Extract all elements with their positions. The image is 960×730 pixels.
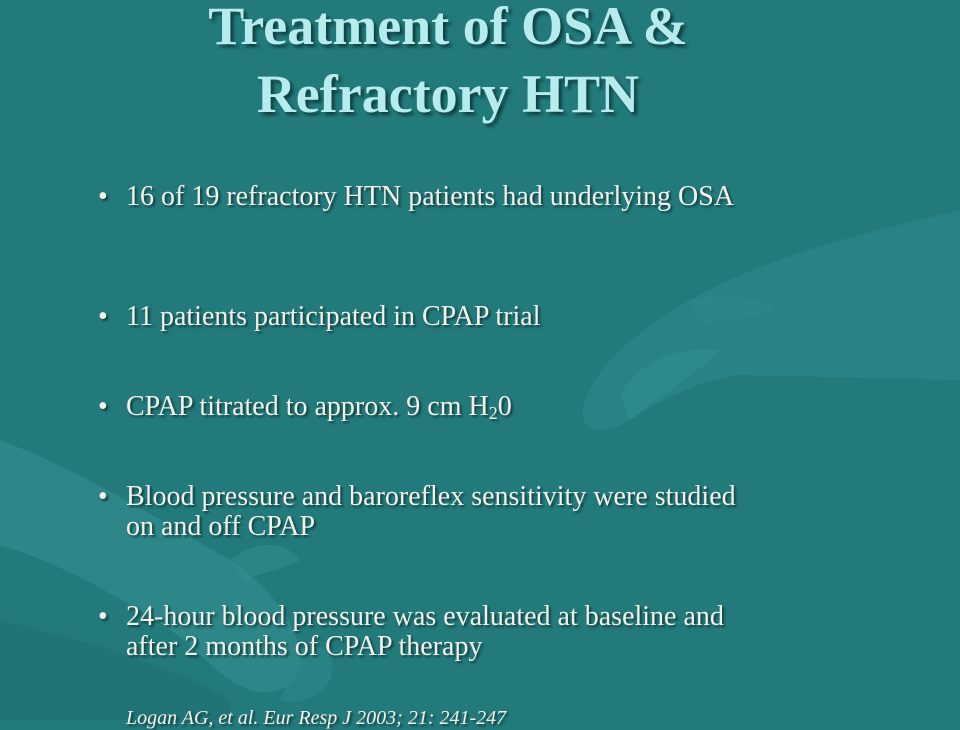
bullet-24h-monitoring xyxy=(90,602,740,662)
bullet-text: 24-hour blood pressure was evaluated at baseline and after 2 months of CPAP therapy xyxy=(126,601,724,662)
bullet-text: 11 patients participated in CPAP trial xyxy=(126,301,541,332)
title-line-1: Treatment of OSA & xyxy=(208,0,688,56)
bullet-text: 16 of 19 refractory HTN patients had underlying OSA xyxy=(126,181,735,212)
bullet-cpap-titration xyxy=(90,392,740,422)
bullet-cpap-trial xyxy=(90,302,740,332)
bullet-text: CPAP titrated to approx. 9 cm H xyxy=(126,391,489,422)
bullet-blood-pressure-study xyxy=(90,482,740,542)
bullet-text-after: 0 xyxy=(497,391,512,422)
citation: Logan AG, et al. Eur Resp J 2003; 21: 241-247 xyxy=(126,707,507,729)
bullet-text: Blood pressure and baroreflex sensitivity were studied on and off CPAP xyxy=(126,481,736,542)
slide-title xyxy=(0,0,896,128)
title-line-2: Refractory HTN xyxy=(256,64,640,124)
bullet-osa-prevalence xyxy=(90,182,740,212)
subscript-2: 2 xyxy=(488,403,498,423)
